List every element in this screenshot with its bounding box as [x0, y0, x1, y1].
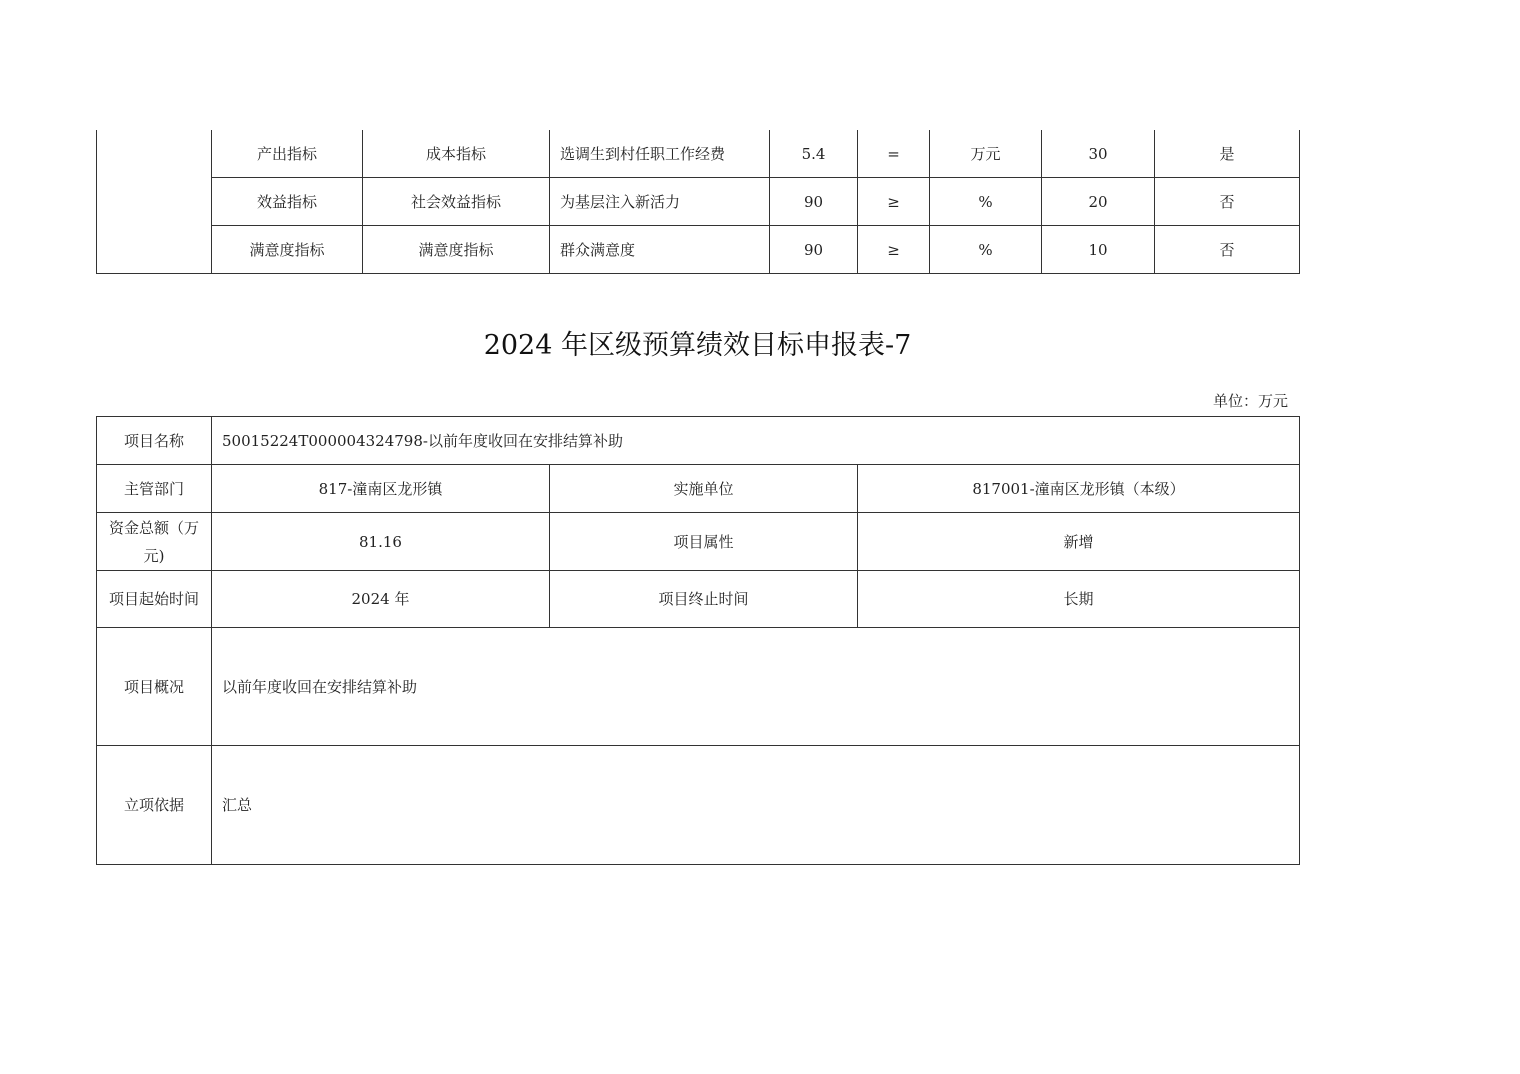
indicator-level1: 满意度指标 [212, 226, 363, 274]
indicator-level1: 产出指标 [212, 130, 363, 178]
table-row [97, 178, 1300, 226]
attr-value: 新增 [858, 513, 1300, 571]
dept-value: 817-潼南区龙形镇 [212, 465, 550, 513]
indicator-operator: = [858, 130, 930, 178]
table-row [97, 130, 1300, 178]
end-label: 项目终止时间 [550, 571, 858, 628]
indicator-operator: ≥ [858, 226, 930, 274]
indicator-level2: 满意度指标 [363, 226, 550, 274]
indicator-core: 否 [1155, 226, 1300, 274]
indicator-core: 是 [1155, 130, 1300, 178]
indicator-value: 90 [770, 226, 858, 274]
indicator-name: 选调生到村任职工作经费 [550, 130, 770, 178]
indicator-unit: % [930, 226, 1042, 274]
indicator-weight: 10 [1042, 226, 1155, 274]
project-name-value: 50015224T000004324798-以前年度收回在安排结算补助 [212, 417, 1300, 465]
indicator-name: 为基层注入新活力 [550, 178, 770, 226]
fund-label: 资金总额（万元) [97, 513, 212, 571]
basis-label: 立项依据 [97, 746, 212, 865]
indicator-value: 5.4 [770, 130, 858, 178]
indicator-level2: 社会效益指标 [363, 178, 550, 226]
table-row [97, 571, 1300, 628]
indicator-level2: 成本指标 [363, 130, 550, 178]
dept-label: 主管部门 [97, 465, 212, 513]
table-row [97, 513, 1300, 571]
merged-cell [97, 130, 212, 274]
basis-value: 汇总 [212, 746, 1300, 865]
performance-indicator-table [96, 130, 1300, 274]
overview-label: 项目概况 [97, 628, 212, 746]
fund-value: 81.16 [212, 513, 550, 571]
start-label: 项目起始时间 [97, 571, 212, 628]
table-row [97, 628, 1300, 746]
indicator-name: 群众满意度 [550, 226, 770, 274]
table-row [97, 746, 1300, 865]
end-value: 长期 [858, 571, 1300, 628]
project-info-table [96, 416, 1300, 865]
table-row [97, 417, 1300, 465]
page-title: 2024 年区级预算绩效目标申报表-7 [483, 330, 912, 361]
indicator-unit: 万元 [930, 130, 1042, 178]
attr-label: 项目属性 [550, 513, 858, 571]
start-value: 2024 年 [212, 571, 550, 628]
indicator-weight: 30 [1042, 130, 1155, 178]
unit-label: 单位：万元 [1212, 392, 1288, 410]
table-row [97, 226, 1300, 274]
indicator-operator: ≥ [858, 178, 930, 226]
overview-value: 以前年度收回在安排结算补助 [212, 628, 1300, 746]
impl-label: 实施单位 [550, 465, 858, 513]
indicator-core: 否 [1155, 178, 1300, 226]
table-row [97, 465, 1300, 513]
indicator-level1: 效益指标 [212, 178, 363, 226]
project-name-label: 项目名称 [97, 417, 212, 465]
indicator-weight: 20 [1042, 178, 1155, 226]
indicator-unit: % [930, 178, 1042, 226]
impl-value: 817001-潼南区龙形镇（本级） [858, 465, 1300, 513]
indicator-value: 90 [770, 178, 858, 226]
